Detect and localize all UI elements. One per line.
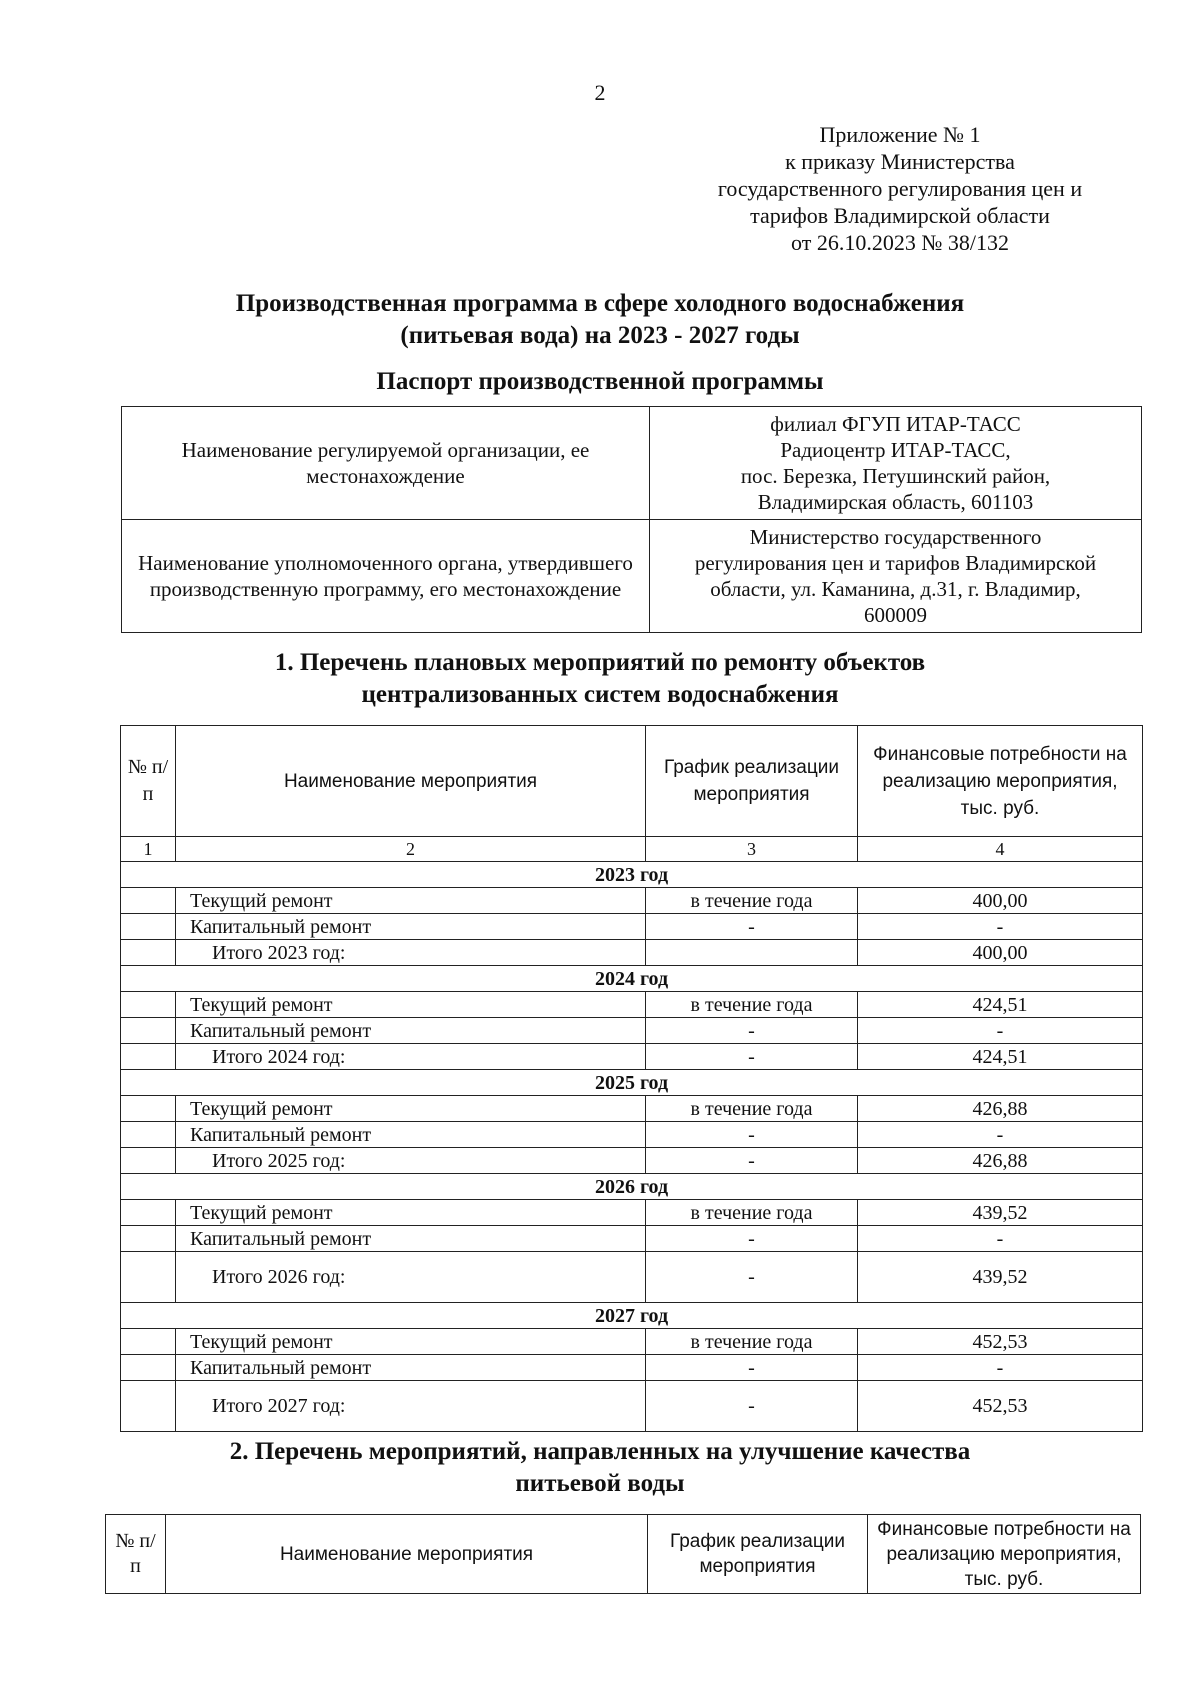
item-name: Текущий ремонт [176, 1329, 646, 1355]
item-amount: 452,53 [858, 1329, 1143, 1355]
item-number [121, 1044, 176, 1070]
appendix-line: государственного регулирования цен и [717, 176, 1083, 201]
passport-label: Наименование уполномоченного органа, утвердившего производственную программу, его местонахождение [122, 520, 650, 633]
item-name: Текущий ремонт [176, 888, 646, 914]
header-name: Наименование мероприятия [166, 1515, 648, 1594]
header-schedule: График реализации мероприятия [648, 1515, 868, 1594]
appendix-line: к приказу Министерства [785, 149, 1015, 174]
total-row [121, 1381, 1143, 1432]
passport-value-line: Владимирская область, 601103 [757, 490, 1034, 514]
section1-title [100, 647, 1100, 711]
item-row [121, 1355, 1143, 1381]
item-name: Текущий ремонт [176, 1200, 646, 1226]
item-name: Итого 2027 год: [176, 1381, 646, 1432]
total-row [121, 1044, 1143, 1070]
appendix-line: от 26.10.2023 № 38/132 [791, 230, 1009, 255]
section1-title-line: 1. Перечень плановых мероприятий по ремонту объектов [274, 649, 926, 676]
passport-title [100, 366, 1100, 398]
item-amount: - [858, 1122, 1143, 1148]
item-schedule: - [646, 1018, 858, 1044]
item-number [121, 1148, 176, 1174]
item-number [121, 888, 176, 914]
year-label: 2023 год [121, 862, 1143, 888]
passport-title-text: Паспорт производственной программы [376, 368, 824, 395]
appendix-line: Приложение № 1 [819, 122, 981, 147]
column-index: 1 [121, 837, 176, 862]
program-title [100, 288, 1100, 352]
passport-table [121, 406, 1142, 633]
header-finance: Финансовые потребности на реализацию мероприятия, тыс. руб. [868, 1515, 1141, 1594]
item-amount: 400,00 [858, 940, 1143, 966]
repair-body [121, 862, 1143, 1432]
item-amount: 426,88 [858, 1148, 1143, 1174]
item-number [121, 914, 176, 940]
repair-table [120, 725, 1143, 1432]
item-number [121, 1252, 176, 1303]
item-amount: 439,52 [858, 1252, 1143, 1303]
year-row [121, 1303, 1143, 1329]
item-row [121, 1018, 1143, 1044]
item-schedule: - [646, 914, 858, 940]
column-index: 3 [646, 837, 858, 862]
item-row [121, 1329, 1143, 1355]
item-row [121, 914, 1143, 940]
item-number [121, 1018, 176, 1044]
column-index: 2 [176, 837, 646, 862]
item-number [121, 1355, 176, 1381]
passport-label: Наименование регулируемой организации, ее местонахождение [122, 407, 650, 520]
item-schedule: в течение года [646, 888, 858, 914]
quality-header-row [106, 1515, 1141, 1594]
passport-value [650, 407, 1142, 520]
appendix-line: тарифов Владимирской области [750, 203, 1050, 228]
item-number [121, 1096, 176, 1122]
passport-value-line: филиал ФГУП ИТАР-ТАСС [770, 412, 1021, 436]
item-amount: 426,88 [858, 1096, 1143, 1122]
item-schedule [646, 940, 858, 966]
item-name: Текущий ремонт [176, 992, 646, 1018]
item-amount: 400,00 [858, 888, 1143, 914]
total-row [121, 1148, 1143, 1174]
header-num: № п/п [106, 1515, 166, 1594]
item-schedule: в течение года [646, 1096, 858, 1122]
item-name: Капитальный ремонт [176, 1018, 646, 1044]
header-num: № п/п [121, 726, 176, 837]
item-number [121, 992, 176, 1018]
item-schedule: в течение года [646, 1329, 858, 1355]
item-amount: - [858, 1355, 1143, 1381]
section2-title [100, 1436, 1100, 1500]
item-number [121, 1122, 176, 1148]
passport-row [122, 407, 1142, 520]
header-finance: Финансовые потребности на реализацию мероприятия, тыс. руб. [858, 726, 1143, 837]
item-name: Капитальный ремонт [176, 914, 646, 940]
item-amount: - [858, 1018, 1143, 1044]
item-name: Итого 2023 год: [176, 940, 646, 966]
item-name: Капитальный ремонт [176, 1122, 646, 1148]
item-schedule: - [646, 1148, 858, 1174]
year-row [121, 966, 1143, 992]
item-amount: - [858, 914, 1143, 940]
item-schedule: в течение года [646, 1200, 858, 1226]
item-amount: - [858, 1226, 1143, 1252]
passport-value [650, 520, 1142, 633]
item-name: Капитальный ремонт [176, 1355, 646, 1381]
passport-value-line: 600009 [864, 603, 927, 627]
year-row [121, 1070, 1143, 1096]
passport-row [122, 520, 1142, 633]
item-amount: 424,51 [858, 1044, 1143, 1070]
quality-table [105, 1514, 1141, 1594]
passport-value-line: Министерство государственного [749, 525, 1042, 549]
page-number: 2 [594, 80, 606, 105]
item-schedule: - [646, 1044, 858, 1070]
item-amount: 424,51 [858, 992, 1143, 1018]
appendix-block [700, 121, 1100, 256]
item-number [121, 1226, 176, 1252]
year-label: 2026 год [121, 1174, 1143, 1200]
header-name: Наименование мероприятия [176, 726, 646, 837]
section2-title-line: 2. Перечень мероприятий, направленных на улучшение качества [229, 1438, 971, 1465]
item-name: Итого 2024 год: [176, 1044, 646, 1070]
program-title-line: (питьевая вода) на 2023 - 2027 годы [400, 322, 800, 349]
year-row [121, 862, 1143, 888]
item-schedule: - [646, 1252, 858, 1303]
passport-value-line: области, ул. Каманина, д.31, г. Владимир, [710, 577, 1081, 601]
passport-value-line: пос. Березка, Петушинский район, [740, 464, 1051, 488]
year-row [121, 1174, 1143, 1200]
item-schedule: - [646, 1381, 858, 1432]
item-schedule: - [646, 1226, 858, 1252]
passport-value-line: Радиоцентр ИТАР-ТАСС, [780, 438, 1011, 462]
header-schedule: График реализации мероприятия [646, 726, 858, 837]
item-row [121, 1122, 1143, 1148]
item-number [121, 1200, 176, 1226]
item-name: Капитальный ремонт [176, 1226, 646, 1252]
item-row [121, 888, 1143, 914]
item-amount: 439,52 [858, 1200, 1143, 1226]
item-name: Текущий ремонт [176, 1096, 646, 1122]
item-schedule: в течение года [646, 992, 858, 1018]
item-schedule: - [646, 1355, 858, 1381]
item-number [121, 1381, 176, 1432]
item-number [121, 940, 176, 966]
total-row [121, 1252, 1143, 1303]
item-row [121, 992, 1143, 1018]
item-row [121, 1200, 1143, 1226]
total-row [121, 940, 1143, 966]
item-amount: 452,53 [858, 1381, 1143, 1432]
year-label: 2027 год [121, 1303, 1143, 1329]
column-index: 4 [858, 837, 1143, 862]
item-schedule: - [646, 1122, 858, 1148]
item-row [121, 1226, 1143, 1252]
repair-header-row [121, 726, 1143, 837]
item-name: Итого 2025 год: [176, 1148, 646, 1174]
item-number [121, 1329, 176, 1355]
section1-title-line: централизованных систем водоснабжения [361, 681, 839, 708]
program-title-line: Производственная программа в сфере холодного водоснабжения [235, 290, 965, 317]
item-row [121, 1096, 1143, 1122]
section2-title-line: питьевой воды [515, 1470, 685, 1497]
year-label: 2024 год [121, 966, 1143, 992]
year-label: 2025 год [121, 1070, 1143, 1096]
item-name: Итого 2026 год: [176, 1252, 646, 1303]
column-index-row [121, 837, 1143, 862]
passport-value-line: регулирования цен и тарифов Владимирской [694, 551, 1097, 575]
